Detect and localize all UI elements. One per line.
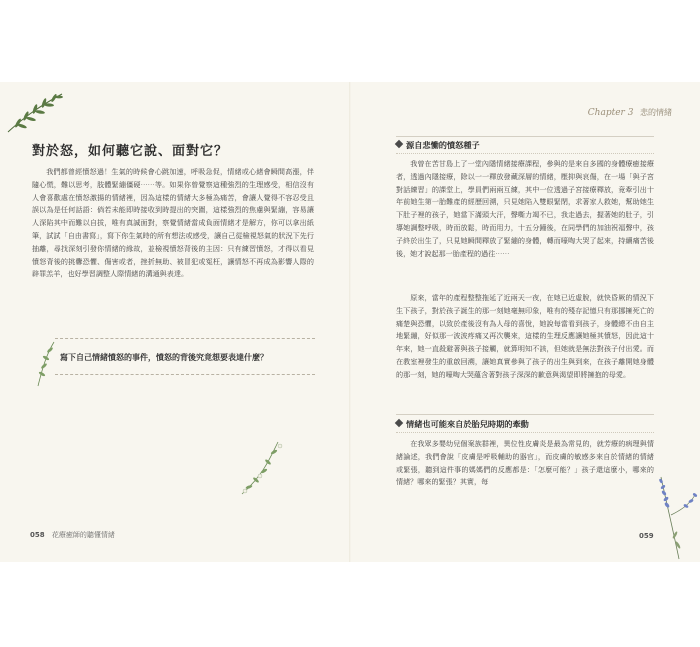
chapter-header xyxy=(588,107,672,118)
right-footer xyxy=(639,532,659,540)
paragraph: 我曾在苦甘島上了一堂內隱情緒接療課程，參與的是來自多國的身體療癒接療者，透過內隱接療，除以一一釋放發藏深層的情緒，壓抑與哀傷，在一場「與子宮對話練習」的課堂上，學員們兩兩互練，其中一位透過子宮接療釋放，竟牽引出十年前她生第一胎難產的經歷回溯，只見她陷入雙眼緊閉，求著家人救她，幫助她生下肚子裡的孩子，她當下滿頭大汗，聲嘶力竭不已，我走過去，握著她的肚子，引導她調整呼吸，時而放鬆，時而用力，十五分鐘後，在同學們的加油祝福聲中，孩子終於出生了，只見她瞬間釋放了緊繃的身體，轉而嚎啕大哭了起來，持續痛苦後後，她才說起那一胎產程的過往⋯⋯ xyxy=(396,159,654,258)
book-spread xyxy=(0,82,700,562)
section-heading: 情緒也可能來自於胎兒時期的牽動 xyxy=(396,419,529,430)
diamond-bullet-icon xyxy=(395,140,403,148)
divider xyxy=(396,136,654,137)
flower-branch-icon xyxy=(236,438,286,498)
left-footer xyxy=(30,530,115,540)
page-title: 對於怒，如何聽它說、面對它？ xyxy=(32,144,229,159)
answer-line[interactable] xyxy=(55,338,315,339)
chapter-title: 悲的情緒 xyxy=(640,108,672,117)
answer-line[interactable] xyxy=(55,374,315,375)
book-title: 花療癒師的聽懂情緒 xyxy=(51,531,115,539)
divider xyxy=(396,414,654,415)
page-number: 058 xyxy=(30,531,45,539)
paragraph: 在我眾多嬰幼兒個案族群裡，異位性皮膚炎是最為常見的，就芳療的病理與情緒論述，我們會說「皮膚是呼吸輔助的器官」，而皮膚的敏感多來自於情緒的情緒或緊張，聽到這件事的媽媽們的反應都是：「怎麼可能？」孩子還這麼小，哪來的情緒？哪來的緊張？其實，每 xyxy=(396,439,654,487)
divider xyxy=(396,432,654,433)
left-body-text xyxy=(32,166,314,281)
right-body-text xyxy=(396,292,654,382)
leaf-sprig-icon xyxy=(6,88,66,138)
divider xyxy=(396,153,654,154)
writing-prompt-question: 寫下自己情緒憤怒的事件，憤怒的背後究竟想要表達什麼？ xyxy=(60,352,268,362)
right-body-text xyxy=(396,438,654,489)
chapter-label: Chapter 3 xyxy=(587,108,634,118)
right-page xyxy=(351,82,700,562)
leaf-sprig-icon xyxy=(34,340,60,388)
paragraph: 原來，當年的產程整整拖延了近兩天一夜，在她已近虛脫，就快昏厥的情況下生下孩子，對於孩子誕生的那一刻她毫無印象，唯有的殘存記憶只有那挪擁死亡的痛楚與恐懼，以致於產後沒有為人母的喜悅，她說每當看到孩子，身體總不由自主地緊繃，好似那一波波疼痛又再次襲來，這樣的生理反應讓她極其憤怒，因此這十年來，她一直殺避著與孩子接觸，就算明知不該，但她就是無法對孩子付出愛。而在教室裡發生的重啟回溯，讓她真實參與了孩子的出生與到來，在孩子離開她身體的那一刻，她的嚎啕大哭蘊含著對孩子深深的歉意與渴望即將擁抱的母愛。 xyxy=(396,293,654,379)
left-page xyxy=(0,82,349,562)
page-number: 059 xyxy=(639,532,654,540)
right-body-text xyxy=(396,158,654,260)
paragraph: 我們都曾經憤怒過！生氣的時候會心跳加速，呼吸急促，情緒或心緒會瞬間高漲，伴隨心慌，難以思考，肢體緊繃僵硬⋯⋯等。如果你曾覺察這種強烈的生理感受，相信沒有人會喜歡處在憤怒激揚的情緒裡，因為這樣的情緒大多極為痛苦，會讓人覺得不容忍受且誤以為是任何話語：倘若未能即時接收到時提出的突圍，這樣強烈的焦慮與緊繃，容易讓人深陷其中而難以自拔，唯有真誠面對，察覺情緒當成負面情緒才是解方，你可以拿出紙筆，試試「自由書寫」，寫下你生氣時的所有想法或感受，讓自己從檢視怒氣的狀況下先行抽離，尋找深刻引發你情緒的緣故，並檢視憤怒背後的主因：只有練習憤怒，才得以看見憤怒背後的挑釁恐懼、傷害或者，挫折無助、被冒犯或冤枉，讓情怒不再成為影響人際的辟罪羔羊，也好學習調整人際情緒的溝通與表達。 xyxy=(32,167,314,279)
lavender-flower-icon xyxy=(651,475,697,560)
section-heading: 源自悲慟的憤怒種子 xyxy=(396,140,480,151)
diamond-bullet-icon xyxy=(395,419,403,427)
